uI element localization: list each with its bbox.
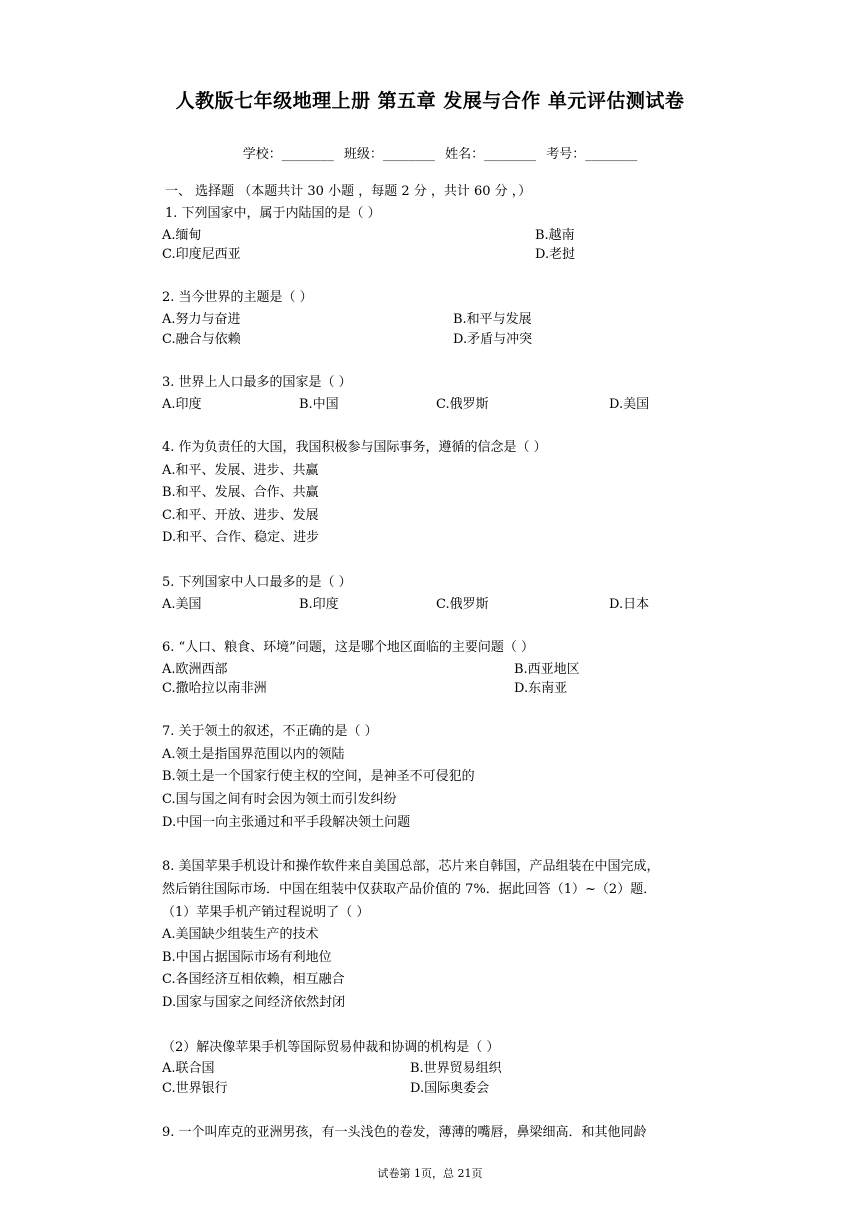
sub-question: （2）解决像苹果手机等国际贸易仲裁和协调的机构是（ ） xyxy=(162,1040,500,1055)
question-stem: 9. 一个叫库克的亚洲男孩，有一头浅色的卷发，薄薄的嘴唇，鼻梁细高．和其他同龄 xyxy=(162,1125,647,1140)
option: A.缅甸 xyxy=(162,228,202,243)
option: C.俄罗斯 xyxy=(436,597,489,612)
question-stem: 然后销往国际市场．中国在组装中仅获取产品价值的 7%．据此回答（1）~（2）题． xyxy=(162,882,657,897)
question-stem: 5. 下列国家中人口最多的是（ ） xyxy=(162,575,352,590)
option: B.世界贸易组织 xyxy=(410,1061,502,1076)
option: C.世界银行 xyxy=(162,1081,228,1096)
option: B.印度 xyxy=(299,597,339,612)
option: B.和平与发展 xyxy=(453,312,532,327)
option: C.和平、开放、进步、发展 xyxy=(162,508,319,523)
option: A.美国缺少组装生产的技术 xyxy=(162,927,319,942)
option: D.美国 xyxy=(609,397,650,412)
option: A.欧洲西部 xyxy=(162,662,228,677)
school-field: 学校：________ xyxy=(242,147,334,162)
option: B.和平、发展、合作、共赢 xyxy=(162,485,319,500)
question-stem: 8. 美国苹果手机设计和操作软件来自美国总部，芯片来自韩国，产品组装在中国完成， xyxy=(162,859,660,874)
page-footer: 试卷第 1页，总 21页 xyxy=(377,1167,483,1180)
option: C.融合与依赖 xyxy=(162,332,241,347)
option: D.日本 xyxy=(609,597,650,612)
question-stem: 1. 下列国家中，属于内陆国的是（ ） xyxy=(165,206,381,221)
option: D.老挝 xyxy=(535,247,576,262)
option: A.美国 xyxy=(162,597,202,612)
question-stem: 7. 关于领土的叙述，不正确的是（ ） xyxy=(162,724,378,739)
option: C.国与国之间有时会因为领土而引发纠纷 xyxy=(162,792,397,807)
student-info xyxy=(0,143,860,162)
option: B.领土是一个国家行使主权的空间，是神圣不可侵犯的 xyxy=(162,769,475,784)
option: C.各国经济互相依赖，相互融合 xyxy=(162,972,345,987)
sub-question: （1）苹果手机产销过程说明了（ ） xyxy=(162,905,370,920)
number-field: 考号：________ xyxy=(546,147,638,162)
option: A.和平、发展、进步、共赢 xyxy=(162,463,319,478)
option: B.越南 xyxy=(535,228,575,243)
class-field: 班级：________ xyxy=(343,147,435,162)
option: D.矛盾与冲突 xyxy=(453,332,533,347)
section-heading: 一、 选择题 （本题共计 30 小题 ，每题 2 分 ，共计 60 分 ，） xyxy=(165,184,532,199)
option: A.联合国 xyxy=(162,1061,215,1076)
option: A.领土是指国界范围以内的领陆 xyxy=(162,747,345,762)
option: D.中国一向主张通过和平手段解决领土问题 xyxy=(162,815,411,830)
option: A.印度 xyxy=(162,397,202,412)
question-stem: 3. 世界上人口最多的国家是（ ） xyxy=(162,375,352,390)
option: C.俄罗斯 xyxy=(436,397,489,412)
name-field: 姓名：________ xyxy=(445,147,537,162)
question-stem: 6. “人口、粮食、环境”问题，这是哪个地区面临的主要问题（ ） xyxy=(162,640,534,655)
option: D.国家与国家之间经济依然封闭 xyxy=(162,995,346,1010)
option: B.中国 xyxy=(299,397,339,412)
option: C.印度尼西亚 xyxy=(162,247,241,262)
option: D.国际奥委会 xyxy=(410,1081,490,1096)
option: B.中国占据国际市场有利地位 xyxy=(162,950,332,965)
page-title: 人教版七年级地理上册 第五章 发展与合作 单元评估测试卷 xyxy=(175,90,685,112)
question-stem: 4. 作为负责任的大国，我国积极参与国际事务，遵循的信念是（ ） xyxy=(162,440,547,455)
option: A.努力与奋进 xyxy=(162,312,241,327)
question-stem: 2. 当今世界的主题是（ ） xyxy=(162,290,313,305)
option: D.东南亚 xyxy=(514,681,568,696)
option: C.撒哈拉以南非洲 xyxy=(162,681,267,696)
option: B.西亚地区 xyxy=(514,662,580,677)
option: D.和平、合作、稳定、进步 xyxy=(162,530,320,545)
